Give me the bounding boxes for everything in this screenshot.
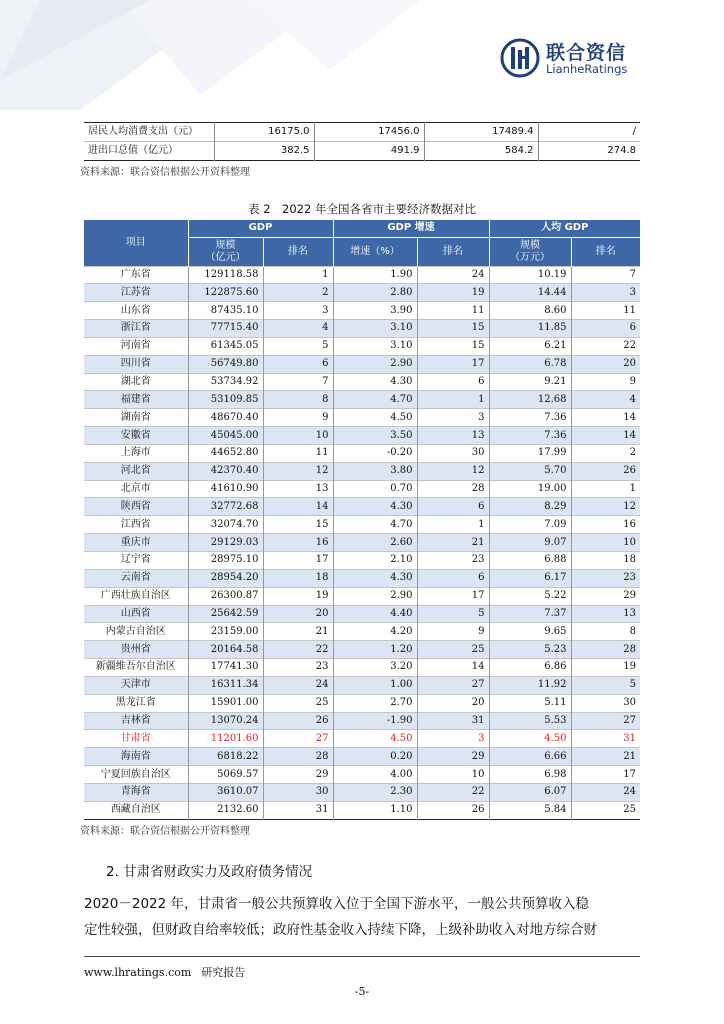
province-name: 青海省 xyxy=(84,783,188,801)
continuation-table xyxy=(84,122,640,161)
table2-source: 资料来源：联合资信根据公开资料整理 xyxy=(80,826,250,837)
table-cell: 17 xyxy=(417,355,489,373)
table-cell: 19 xyxy=(263,587,333,605)
table-cell: 2.30 xyxy=(333,783,417,801)
table-row xyxy=(84,320,640,338)
province-name: 黑龙江省 xyxy=(84,694,188,712)
table-cell: 61345.05 xyxy=(188,337,263,355)
table-cell: 24 xyxy=(263,676,333,694)
table-row xyxy=(84,373,640,391)
table-cell: 10 xyxy=(263,427,333,445)
table-cell: 13 xyxy=(571,605,640,623)
table-cell: 28 xyxy=(263,748,333,766)
table-cell: 44652.80 xyxy=(188,444,263,462)
table-cell: 3 xyxy=(571,284,640,302)
table-cell: 14 xyxy=(263,498,333,516)
table-cell: 4.70 xyxy=(333,391,417,409)
province-name: 山东省 xyxy=(84,302,188,320)
province-name: 云南省 xyxy=(84,569,188,587)
table-row xyxy=(84,569,640,587)
table-cell: 4 xyxy=(263,320,333,338)
table-row xyxy=(84,284,640,302)
table-cell: 6.66 xyxy=(489,748,571,766)
province-name: 西藏自治区 xyxy=(84,801,188,819)
table-row xyxy=(84,534,640,552)
table-cell: 27 xyxy=(417,676,489,694)
province-name: 贵州省 xyxy=(84,641,188,659)
table-cell: 16175.0 xyxy=(214,123,314,142)
table-row xyxy=(84,623,640,641)
table-cell: 11 xyxy=(417,302,489,320)
table-cell: 6 xyxy=(263,355,333,373)
table-cell: 2.60 xyxy=(333,534,417,552)
table-cell: 7 xyxy=(571,266,640,284)
header-gdp-rank: 排名 xyxy=(263,237,333,266)
table-row xyxy=(84,783,640,801)
table-cell: 23159.00 xyxy=(188,623,263,641)
table-cell: 7.37 xyxy=(489,605,571,623)
table-cell: 15 xyxy=(417,337,489,355)
table-cell: 4.30 xyxy=(333,569,417,587)
table-cell: 19.00 xyxy=(489,480,571,498)
brand-mark-icon xyxy=(500,38,540,78)
table-cell: 4.00 xyxy=(333,766,417,784)
table-cell: 22 xyxy=(263,641,333,659)
province-name: 内蒙古自治区 xyxy=(84,623,188,641)
table-cell: 2.80 xyxy=(333,284,417,302)
table-cell: 8.60 xyxy=(489,302,571,320)
top-table-source: 资料来源：联合资信根据公开资料整理 xyxy=(80,167,250,178)
page-number: -5- xyxy=(354,985,370,998)
table-cell: 10.19 xyxy=(489,266,571,284)
header-growth-rank: 排名 xyxy=(417,237,489,266)
province-name: 福建省 xyxy=(84,391,188,409)
province-name: 吉林省 xyxy=(84,712,188,730)
table-cell: 9 xyxy=(263,409,333,427)
table-cell: 12 xyxy=(263,462,333,480)
table-cell: 28954.20 xyxy=(188,569,263,587)
table-cell: 12.68 xyxy=(489,391,571,409)
section-heading: 2. 甘肃省财政实力及政府债务情况 xyxy=(106,864,313,880)
table-cell: 87435.10 xyxy=(188,302,263,320)
table-cell: 491.9 xyxy=(314,142,424,161)
province-name: 四川省 xyxy=(84,355,188,373)
table-cell: 4.50 xyxy=(333,730,417,748)
header-growth-rate: 增速（%） xyxy=(333,237,417,266)
table-cell: 26 xyxy=(263,712,333,730)
table-cell: 26 xyxy=(571,462,640,480)
province-name: 宁夏回族自治区 xyxy=(84,766,188,784)
table-cell: 11.85 xyxy=(489,320,571,338)
paragraph-line-2: 定性较强，但财政自给率较低；政府性基金收入持续下降，上级补助收入对地方综合财 xyxy=(84,922,597,938)
table-cell: 6.78 xyxy=(489,355,571,373)
table-cell: 27 xyxy=(263,730,333,748)
table-cell: 7.36 xyxy=(489,427,571,445)
province-name: 浙江省 xyxy=(84,320,188,338)
table-cell: -0.20 xyxy=(333,444,417,462)
province-name: 安徽省 xyxy=(84,427,188,445)
table-row xyxy=(84,142,640,161)
table-cell: 8.29 xyxy=(489,498,571,516)
table-cell: 29 xyxy=(571,587,640,605)
table-cell: 1 xyxy=(571,480,640,498)
table2-caption: 表 2 2022 年全国各省市主要经济数据对比 xyxy=(248,202,476,216)
header-gdp-scale-unit: （亿元） xyxy=(205,251,246,263)
table-row xyxy=(84,409,640,427)
table-cell: 4.20 xyxy=(333,623,417,641)
table-cell: 23 xyxy=(417,552,489,570)
province-name: 河北省 xyxy=(84,462,188,480)
table-cell: 6 xyxy=(417,569,489,587)
header-pc-scale-label: 规模 xyxy=(520,239,541,251)
table-cell: 14 xyxy=(571,427,640,445)
province-name: 北京市 xyxy=(84,480,188,498)
province-name: 新疆维吾尔自治区 xyxy=(84,659,188,677)
table-cell: 5 xyxy=(417,605,489,623)
table-cell: 4.30 xyxy=(333,373,417,391)
table-cell: 15 xyxy=(417,320,489,338)
table-row xyxy=(84,516,640,534)
table-row xyxy=(84,427,640,445)
table-cell: 2.90 xyxy=(333,587,417,605)
table-cell: 2.10 xyxy=(333,552,417,570)
province-name: 甘肃省 xyxy=(84,730,188,748)
table-cell: 4.70 xyxy=(333,516,417,534)
table-cell: 9.65 xyxy=(489,623,571,641)
table-cell: 6.88 xyxy=(489,552,571,570)
table-cell: 30 xyxy=(571,694,640,712)
table-cell: 56749.80 xyxy=(188,355,263,373)
table-cell: 19 xyxy=(571,659,640,677)
table-cell: 21 xyxy=(417,534,489,552)
table-cell: 7 xyxy=(263,373,333,391)
table-row xyxy=(84,355,640,373)
table-row xyxy=(84,337,640,355)
table-cell: 14 xyxy=(571,409,640,427)
table-row xyxy=(84,730,640,748)
table-row xyxy=(84,123,640,142)
table-cell: 18 xyxy=(571,552,640,570)
table-row xyxy=(84,641,640,659)
table-cell: 6.07 xyxy=(489,783,571,801)
table-cell: 17 xyxy=(571,766,640,784)
table-cell: 17456.0 xyxy=(314,123,424,142)
table-cell: 4.50 xyxy=(489,730,571,748)
table-cell: 29 xyxy=(417,748,489,766)
table-cell: 3.10 xyxy=(333,337,417,355)
table-cell: 584.2 xyxy=(424,142,538,161)
province-name: 广西壮族自治区 xyxy=(84,587,188,605)
table-cell: 1 xyxy=(417,391,489,409)
table-cell: 25 xyxy=(263,694,333,712)
header-gdp-growth: GDP 增速 xyxy=(333,220,489,237)
table-cell: 3 xyxy=(417,730,489,748)
table-cell: 24 xyxy=(417,266,489,284)
table-cell: 77715.40 xyxy=(188,320,263,338)
header-pc-rank: 排名 xyxy=(571,237,640,266)
table-cell: 16311.34 xyxy=(188,676,263,694)
table-row xyxy=(84,587,640,605)
table-cell: 31 xyxy=(263,801,333,819)
table-row xyxy=(84,605,640,623)
table-row xyxy=(84,498,640,516)
table-row xyxy=(84,266,640,284)
table-cell: 12 xyxy=(417,462,489,480)
table-cell: 30 xyxy=(417,444,489,462)
table-cell: 5 xyxy=(263,337,333,355)
table-cell: 28 xyxy=(417,480,489,498)
table-cell: 21 xyxy=(263,623,333,641)
table-cell: 31 xyxy=(571,730,640,748)
table-cell: 2 xyxy=(263,284,333,302)
table-cell: 3 xyxy=(417,409,489,427)
table-row xyxy=(84,302,640,320)
table-cell: 1.10 xyxy=(333,801,417,819)
table-cell: 31 xyxy=(417,712,489,730)
header-pc-scale-unit: （万元） xyxy=(510,251,551,263)
table-cell: 3.10 xyxy=(333,320,417,338)
province-name: 山西省 xyxy=(84,605,188,623)
table-cell: 16 xyxy=(263,534,333,552)
table-cell: 20 xyxy=(571,355,640,373)
brand-logo xyxy=(500,38,640,82)
header-item: 项目 xyxy=(84,220,188,266)
table-cell: 32074.70 xyxy=(188,516,263,534)
table-cell: 53734.92 xyxy=(188,373,263,391)
table-cell: 1.00 xyxy=(333,676,417,694)
table-cell: 4.30 xyxy=(333,498,417,516)
table-cell: 11201.60 xyxy=(188,730,263,748)
table-row xyxy=(84,444,640,462)
table-cell: 7.36 xyxy=(489,409,571,427)
table-cell: 11 xyxy=(571,302,640,320)
table-cell: 5.53 xyxy=(489,712,571,730)
table-cell: 9 xyxy=(571,373,640,391)
table-cell: 25 xyxy=(417,641,489,659)
row-label: 居民人均消费支出（元） xyxy=(84,123,214,142)
table-cell: 41610.90 xyxy=(188,480,263,498)
row-label: 进出口总值（亿元） xyxy=(84,142,214,161)
table-row xyxy=(84,462,640,480)
table-cell: 14.44 xyxy=(489,284,571,302)
table-cell: 26300.87 xyxy=(188,587,263,605)
table-row xyxy=(84,694,640,712)
province-name: 天津市 xyxy=(84,676,188,694)
table-cell: 2.90 xyxy=(333,355,417,373)
table-row xyxy=(84,676,640,694)
table-cell: 6.21 xyxy=(489,337,571,355)
table-cell: 20 xyxy=(417,694,489,712)
table-cell: 1.90 xyxy=(333,266,417,284)
table-cell: 5.84 xyxy=(489,801,571,819)
table-cell: 17489.4 xyxy=(424,123,538,142)
table-row xyxy=(84,748,640,766)
table-cell: 3 xyxy=(263,302,333,320)
table-cell: 9.07 xyxy=(489,534,571,552)
province-name: 海南省 xyxy=(84,748,188,766)
table-cell: 2.70 xyxy=(333,694,417,712)
footer-website-link[interactable]: www.lhratings.com xyxy=(84,966,192,979)
table-cell: 6.98 xyxy=(489,766,571,784)
table-cell: 6 xyxy=(417,498,489,516)
header-per-capita-gdp: 人均 GDP xyxy=(489,220,640,237)
table-cell: 11 xyxy=(263,444,333,462)
province-name: 上海市 xyxy=(84,444,188,462)
header-gdp-scale-label: 规模 xyxy=(215,239,236,251)
table-cell: 13 xyxy=(417,427,489,445)
table-cell: 53109.85 xyxy=(188,391,263,409)
table-cell: 5069.57 xyxy=(188,766,263,784)
table-cell: 15901.00 xyxy=(188,694,263,712)
table-cell: 8 xyxy=(571,623,640,641)
table-cell: 3.90 xyxy=(333,302,417,320)
table-cell: 6 xyxy=(417,373,489,391)
table-cell: 26 xyxy=(417,801,489,819)
table-cell: 20 xyxy=(263,605,333,623)
footer-divider xyxy=(84,956,640,957)
table-cell: 7.09 xyxy=(489,516,571,534)
table-cell: 28 xyxy=(571,641,640,659)
table-cell: 22 xyxy=(417,783,489,801)
table-cell: 129118.58 xyxy=(188,266,263,284)
province-name: 江苏省 xyxy=(84,284,188,302)
table-cell: 4.40 xyxy=(333,605,417,623)
header-gdp: GDP xyxy=(188,220,333,237)
table-row xyxy=(84,801,640,819)
table-cell: 16 xyxy=(571,516,640,534)
province-name: 河南省 xyxy=(84,337,188,355)
footer-label: 研究报告 xyxy=(201,966,246,979)
table-cell: 20164.58 xyxy=(188,641,263,659)
table-row xyxy=(84,552,640,570)
table-cell: 21 xyxy=(571,748,640,766)
footer xyxy=(84,964,245,980)
table-row xyxy=(84,712,640,730)
table-cell: 29129.03 xyxy=(188,534,263,552)
table-cell: 30 xyxy=(263,783,333,801)
table-cell: 5.70 xyxy=(489,462,571,480)
table-cell: 5.23 xyxy=(489,641,571,659)
table-cell: 24 xyxy=(571,783,640,801)
table-cell: 19 xyxy=(417,284,489,302)
table-cell: 6.17 xyxy=(489,569,571,587)
table-cell: 5 xyxy=(571,676,640,694)
table-cell: 17.99 xyxy=(489,444,571,462)
table-cell: / xyxy=(632,126,636,137)
province-name: 广东省 xyxy=(84,266,188,284)
table-cell: 10 xyxy=(417,766,489,784)
table-cell: 14 xyxy=(417,659,489,677)
province-name: 江西省 xyxy=(84,516,188,534)
table-cell: 0.20 xyxy=(333,748,417,766)
table-cell: 3610.07 xyxy=(188,783,263,801)
table-cell: 11.92 xyxy=(489,676,571,694)
province-name: 陕西省 xyxy=(84,498,188,516)
table-cell: 4.50 xyxy=(333,409,417,427)
table-cell: -1.90 xyxy=(333,712,417,730)
table-cell: 25 xyxy=(571,801,640,819)
table-cell: 13 xyxy=(263,480,333,498)
table-cell: 42370.40 xyxy=(188,462,263,480)
brand-name-en: LianheRatings xyxy=(546,62,628,76)
table-row xyxy=(84,659,640,677)
header-gdp-scale xyxy=(188,237,263,266)
table-cell: 5.11 xyxy=(489,694,571,712)
table-cell: 6 xyxy=(571,320,640,338)
table-cell: 23 xyxy=(263,659,333,677)
table-cell: 17 xyxy=(263,552,333,570)
table-cell: 382.5 xyxy=(214,142,314,161)
table-cell: 1 xyxy=(417,516,489,534)
province-name: 重庆市 xyxy=(84,534,188,552)
table-cell: 28975.10 xyxy=(188,552,263,570)
header-pc-scale xyxy=(489,237,571,266)
table-cell: 2 xyxy=(571,444,640,462)
table-cell: 25642.59 xyxy=(188,605,263,623)
table-cell: 9.21 xyxy=(489,373,571,391)
table-cell: 17741.30 xyxy=(188,659,263,677)
table-cell: 5.22 xyxy=(489,587,571,605)
table-cell: 274.8 xyxy=(538,142,640,161)
table-cell: 29 xyxy=(263,766,333,784)
table-cell: 4 xyxy=(571,391,640,409)
table-cell: 1.20 xyxy=(333,641,417,659)
table-cell: 122875.60 xyxy=(188,284,263,302)
table-cell: 6.86 xyxy=(489,659,571,677)
province-name: 湖北省 xyxy=(84,373,188,391)
province-economy-table xyxy=(84,220,640,820)
table-cell: 22 xyxy=(571,337,640,355)
table-cell: 17 xyxy=(417,587,489,605)
table-cell: 45045.00 xyxy=(188,427,263,445)
table-row xyxy=(84,391,640,409)
brand-name-cn: 联合资信 xyxy=(546,42,627,64)
table-cell: 12 xyxy=(571,498,640,516)
table-cell: 3.50 xyxy=(333,427,417,445)
table-cell: 13070.24 xyxy=(188,712,263,730)
table-cell: 15 xyxy=(263,516,333,534)
table-row xyxy=(84,766,640,784)
table-cell: 32772.68 xyxy=(188,498,263,516)
table-cell: 18 xyxy=(263,569,333,587)
table-cell: 2132.60 xyxy=(188,801,263,819)
table-cell: 6818.22 xyxy=(188,748,263,766)
table-cell: 0.70 xyxy=(333,480,417,498)
table-cell: 3.80 xyxy=(333,462,417,480)
table-cell: 3.20 xyxy=(333,659,417,677)
table-cell: 48670.40 xyxy=(188,409,263,427)
table-row xyxy=(84,480,640,498)
table-cell: 9 xyxy=(417,623,489,641)
table-cell: 23 xyxy=(571,569,640,587)
table-cell: 10 xyxy=(571,534,640,552)
table-cell: 8 xyxy=(263,391,333,409)
table-cell: 1 xyxy=(263,266,333,284)
table-cell: 27 xyxy=(571,712,640,730)
paragraph-line-1: 2020－2022 年，甘肃省一般公共预算收入位于全国下游水平，一般公共预算收入稳 xyxy=(84,896,590,912)
province-name: 辽宁省 xyxy=(84,552,188,570)
province-name: 湖南省 xyxy=(84,409,188,427)
